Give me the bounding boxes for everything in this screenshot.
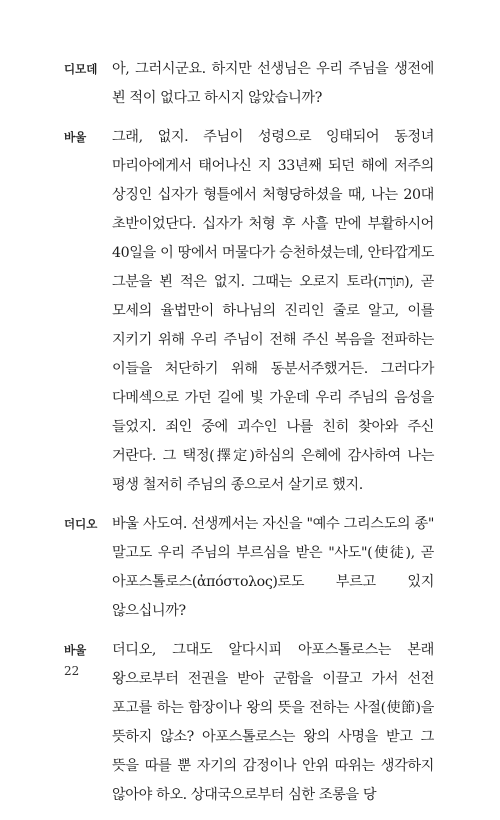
speech-text: 더디오, 그대도 알다시피 아포스톨로스는 본래 왕으로부터 전권을 받아 군함을 이끌고 가서 선전 포고를 하는 함장이나 왕의 뜻을 전하는 사절(使節)을 뜻하지 않소? 아포스톨로스는 왕의 사명을 받고 그 뜻을 따를 뿐 자기의 감정이나 안위 따위는 생각하지 않아야 하오. 상대국으로부터 심한 조롱을 당	[112, 642, 434, 803]
speaker-label: 더디오	[64, 517, 98, 531]
dialogue-section	[64, 55, 434, 820]
speaker-label: 바울	[64, 130, 87, 144]
speaker-label: 디모데	[64, 62, 98, 76]
speech-text: 그래, 없지. 주님이 성령으로 잉태되어 동정녀 마리아에게서 태어나신 지 33년째 되던 해에 저주의 상징인 십자가 형틀에서 처형당하셨을 때, 나는 20대 초반이었단다. 십자가 처형 후 사흘 만에 부활하시어 40일을 이 땅에서 머물다가 승천하셨는데, 안타깝게도 그분을 뵌 적은 없지. 그때는 오로지 토라(תּוֹרָה), 곧 모세의 율법만이 하나님의 진리인 줄로 알고, 이를 지키기 위해 우리 주님이 전해 주신 복음을 전파하는 이들을 처단하기 위해 동분서주했거든. 그러다가 다메섹으로 가던 길에 빛 가운데 우리 주님의 음성을 들었지. 죄인 중에 괴수인 나를 친히 찾아와 주신 거란다. 그 택정(擇定)하심의 은혜에 감사하여 나는 평생 철저히 주님의 종으로서 살기로 했지.	[112, 129, 434, 493]
speech-text: 아, 그러시군요. 하지만 선생님은 우리 주님을 생전에 뵌 적이 없다고 하시지 않았습니까?	[112, 61, 434, 106]
speaker-label: 바울	[64, 643, 87, 657]
dialogue-entry	[64, 123, 434, 500]
page-number: 22	[64, 664, 80, 678]
dialogue-entry	[64, 510, 434, 626]
speech-text: 바울 사도여. 선생께서는 자신을 "예수 그리스도의 종" 말고도 우리 주님의 부르심을 받은 "사도"(使徒), 곧 아포스톨로스(ἀπόστολος)로도 부르고 있지 않으십니까?	[112, 516, 434, 619]
dialogue-entry	[64, 636, 434, 810]
dialogue-entry	[64, 55, 434, 113]
